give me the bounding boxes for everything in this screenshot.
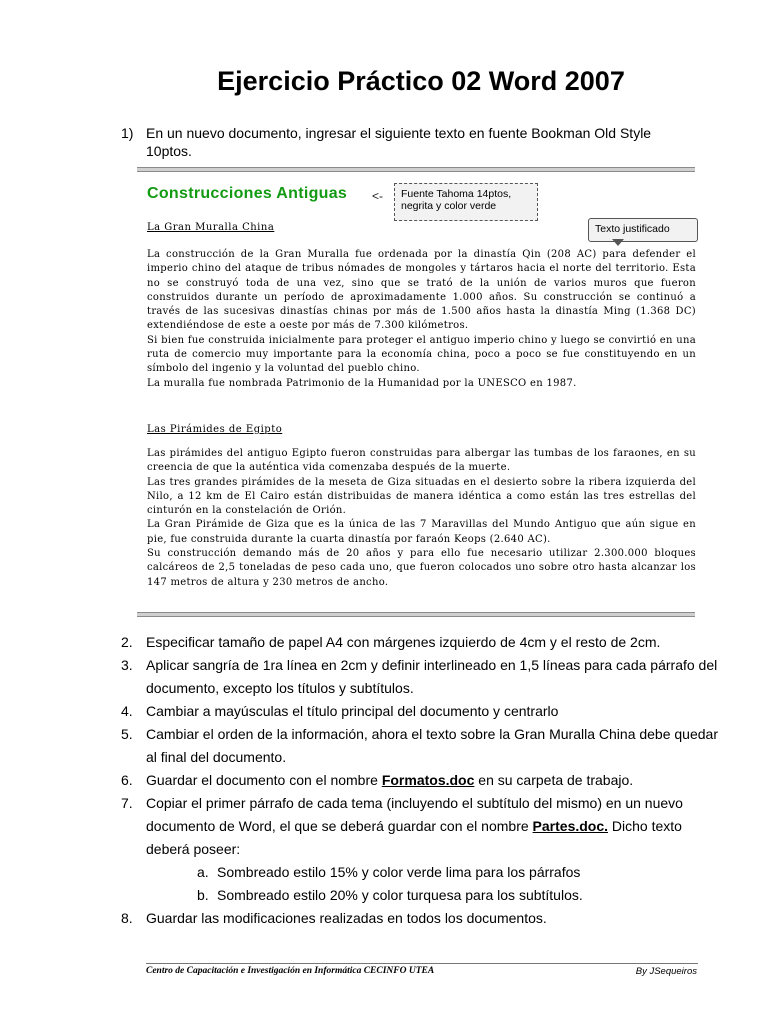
instruction-number: 6.	[121, 772, 133, 788]
instruction-item	[121, 723, 721, 769]
subitem-text: Sombreado estilo 15% y color verde lima para los párrafos	[217, 864, 581, 880]
instruction-text: en su carpeta de trabajo.	[474, 772, 634, 788]
topic-2-paragraph: Las tres grandes pirámides de la meseta de Giza situadas en el desierto sobre la ribera izquierda del Nilo, a 12 km de El Cairo están distribuidas de manera idéntica a como están las tres estrellas del cinturón en la constelación de Orión.	[147, 476, 696, 517]
instruction-subitem	[146, 884, 721, 907]
instruction-subitem	[146, 861, 721, 884]
font-callout: Fuente Tahoma 14ptos, negrita y color verde	[394, 183, 538, 221]
instruction-item	[121, 907, 721, 930]
footer-author: By JSequeiros	[635, 966, 697, 977]
instruction-text: Cambiar a mayúsculas el título principal del documento y centrarlo	[146, 703, 559, 719]
instruction-item	[121, 654, 721, 700]
instruction-text: Aplicar sangría de 1ra línea en 2cm y definir interlineado en 1,5 líneas para cada párrafo del documento, excepto los títulos y subtítulos.	[146, 657, 718, 696]
topic-2-paragraph: Su construcción demando más de 20 años y para ello fue necesario utilizar 2.300.000 bloques calcáreos de 2,5 toneladas de peso cada uno, que fueron colocados uno sobre otro hasta alcanzar los 147 metros de altura y 230 metros de ancho.	[147, 548, 696, 588]
topic-1-paragraph: La muralla fue nombrada Patrimonio de la Humanidad por la UNESCO en 1987.	[147, 377, 577, 389]
instruction-text: Dicho texto deberá poseer:	[146, 818, 682, 857]
topic-2-paragraph: La Gran Pirámide de Giza que es la única de las 7 Maravillas del Mundo Antiguo que aún sigue en pie, fue construida durante la cuarta dinastía por faraón Keops (2.640 AC).	[147, 519, 696, 545]
instruction-text: Copiar el primer párrafo de cada tema (incluyendo el subtítulo del mismo) en un nuevo documento de Word, el que se deberá guardar con el nombre	[146, 795, 683, 834]
instruction-text: Guardar las modificaciones realizadas en todos los documentos.	[146, 910, 547, 926]
footer-organization: Centro de Capacitación e Investigación en Informática CECINFO UTEA	[146, 966, 435, 976]
step-1-text: En un nuevo documento, ingresar el siguiente texto en fuente Bookman Old Style 10ptos.	[146, 125, 652, 159]
page-title: Ejercicio Práctico 02 Word 2007	[217, 66, 625, 96]
topic-1-body	[147, 248, 696, 391]
subitem-letter: a.	[197, 864, 209, 880]
topic-1-subtitle: La Gran Muralla China	[147, 222, 275, 233]
justify-callout: Texto justificado	[588, 218, 698, 242]
instruction-item	[121, 769, 721, 792]
instruction-number: 4.	[121, 703, 133, 719]
subitem-letter: b.	[197, 887, 209, 903]
instruction-number: 7.	[121, 795, 133, 811]
topic-1-paragraph: La construcción de la Gran Muralla fue ordenada por la dinastía Qin (208 AC) para defender el imperio chino del ataque de tribus nómades de mongoles y tártaros hacia el norte del territorio. Esta no se construyó toda de una vez, sino que se trató de la unión de varios muros que fueron construidos durante un período de aproximadamente 1.000 años. Su construcción se continuó a través de las sucesivas dinastías chinas por más de 1.500 años hasta la dinastía Ming (1.368 DC) extendiéndose de este a oeste por más de 7.300 kilómetros.	[147, 249, 696, 332]
file-name-partes: Partes.doc.	[532, 818, 609, 834]
instruction-item	[121, 792, 721, 907]
instruction-list	[121, 631, 721, 930]
instruction-number: 2.	[121, 634, 133, 650]
instruction-number: 8.	[121, 910, 133, 926]
instruction-item	[121, 700, 721, 723]
instruction-subitems	[146, 861, 721, 907]
instruction-number: 5.	[121, 726, 133, 742]
subitem-text: Sombreado estilo 20% y color turquesa para los subtítulos.	[217, 887, 583, 903]
justify-callout-pointer	[612, 239, 624, 246]
callout-arrow: <-	[372, 189, 384, 203]
section-title: Construcciones Antiguas	[147, 185, 348, 202]
sample-top-rule	[137, 167, 695, 172]
sample-bottom-rule	[137, 612, 695, 617]
file-name-formatos: Formatos.doc	[381, 772, 475, 788]
instruction-text: Guardar el documento con el nombre	[146, 772, 382, 788]
topic-2-paragraph: Las pirámides del antiguo Egipto fueron construidas para albergar las tumbas de los faraones, en su creencia de que la auténtica vida comenzaba después de la muerte.	[147, 448, 696, 474]
step-1-number: 1)	[121, 125, 134, 141]
instruction-text: Especificar tamaño de papel A4 con márgenes izquierdo de 4cm y el resto de 2cm.	[146, 634, 661, 650]
topic-2-body	[147, 447, 696, 590]
topic-2-subtitle: Las Pirámides de Egipto	[147, 424, 283, 435]
topic-1-paragraph: Si bien fue construida inicialmente para proteger el antiguo imperio chino y luego se convirtió en una ruta de comercio muy importante para la economía china, poco a poco se fue constituyendo en un símbolo del ingenio y la voluntad del pueblo chino.	[147, 334, 696, 375]
instruction-item	[121, 631, 721, 654]
instruction-text: Cambiar el orden de la información, ahora el texto sobre la Gran Muralla China debe quedar al final del documento.	[146, 726, 718, 765]
footer-rule	[146, 963, 698, 964]
instruction-number: 3.	[121, 657, 133, 673]
